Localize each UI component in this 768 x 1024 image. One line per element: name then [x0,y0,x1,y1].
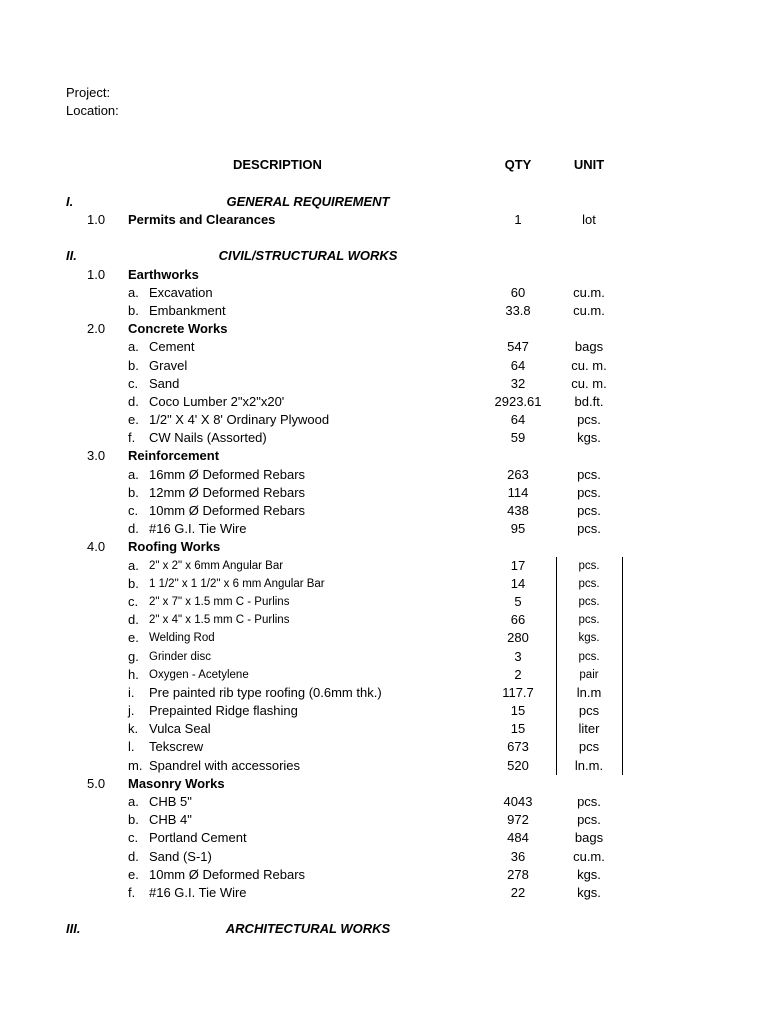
sub-item-row [0,411,768,429]
item-number: 3.0 [87,448,106,464]
sub-item-row [0,666,768,684]
sub-item-description: CW Nails (Assorted) [149,430,267,446]
sub-item-letter: d. [128,521,139,537]
sub-item-description: Sand [149,375,180,391]
sub-item-unit: pcs [578,739,600,755]
sub-item-qty: 60 [510,284,526,300]
sub-item-unit: pcs [578,703,600,719]
sub-item-letter: a. [128,466,139,482]
sub-item-description: #16 G.I. Tie Wire [149,521,247,537]
sub-item-letter: e. [128,630,139,646]
section-title: GENERAL REQUIREMENT [226,194,390,209]
sub-item-qty: 17 [510,557,526,573]
sub-item-row [0,848,768,866]
sub-item-qty: 438 [507,503,529,518]
sub-item-unit: pcs. [577,412,601,428]
sub-item-description: 1/2" X 4' X 8' Ordinary Plywood [149,412,330,428]
sub-item-row [0,502,768,520]
sub-item-qty: 2923.61 [494,393,542,409]
sub-item-unit: pcs. [577,503,601,518]
sub-item-description: Embankment [149,302,226,318]
sub-item-description: 2" x 2" x 6mm Angular Bar [149,559,284,572]
sub-item-letter: l. [128,739,135,755]
item-number: 1.0 [87,266,106,282]
section-heading-row [0,920,768,938]
item-number: 5.0 [87,775,106,791]
sub-item-letter: a. [128,557,139,573]
sub-item-row [0,557,768,575]
sub-item-qty: 15 [510,703,526,719]
sub-item-row [0,866,768,884]
sub-item-qty: 278 [507,866,529,882]
sub-item-unit: ln.m. [574,757,604,773]
sub-item-description: Pre painted rib type roofing (0.6mm thk.) [149,684,382,700]
sub-item-unit: kgs. [577,866,601,882]
item-qty: 1 [514,212,522,228]
sub-item-letter: e. [128,866,139,882]
item-row [0,211,768,229]
sub-item-unit: pcs. [577,466,601,482]
sub-item-row [0,738,768,756]
sub-item-row [0,593,768,611]
sub-item-letter: e. [128,412,139,428]
sub-item-qty: 520 [507,757,529,773]
sub-item-row [0,611,768,629]
sub-item-row [0,357,768,375]
sub-item-letter: i. [128,684,135,700]
item-row [0,266,768,284]
section-number: I. [66,194,74,209]
sub-item-row [0,484,768,502]
sub-item-letter: a. [128,339,139,355]
sub-item-description: 16mm Ø Deformed Rebars [149,466,306,482]
sub-item-row [0,429,768,447]
sub-item-row [0,702,768,720]
sub-item-unit: cu. m. [571,375,607,391]
sub-item-letter: c. [128,593,139,609]
sub-item-qty: 3 [514,648,522,664]
sub-item-qty: 972 [507,812,529,828]
sub-item-letter: c. [128,830,139,846]
sub-item-description: #16 G.I. Tie Wire [149,884,247,900]
sub-item-letter: b. [128,357,139,373]
sub-item-unit: pcs. [578,559,600,572]
sub-item-description: 2" x 7" x 1.5 mm C - Purlins [149,595,290,608]
sub-item-letter: c. [128,503,139,518]
section-heading-row [0,247,768,265]
sub-item-qty: 66 [510,612,526,628]
item-number: 2.0 [87,321,106,337]
sub-item-qty: 95 [510,521,526,537]
sub-item-description: Prepainted Ridge flashing [149,703,298,719]
section-gap [0,902,768,920]
sub-item-description: Oxygen - Acetylene [149,668,249,681]
sub-item-description: Vulca Seal [149,721,211,737]
sub-item-unit: pcs. [578,614,600,627]
sub-item-unit: pcs. [578,595,600,608]
description-header: DESCRIPTION [233,157,322,172]
sub-item-row [0,811,768,829]
section-heading-row [0,193,768,211]
sub-item-qty: 547 [507,339,529,355]
sub-item-letter: f. [128,884,136,900]
sub-item-qty: 5 [514,593,522,609]
location-label: Location: [66,103,119,118]
sub-item-row [0,284,768,302]
sub-item-qty: 15 [510,721,526,737]
sub-item-unit: kgs. [577,884,601,900]
unit-column-left-border [556,557,557,775]
sub-item-unit: bags [574,339,604,355]
sub-item-letter: b. [128,575,139,591]
sub-item-letter: f. [128,430,136,446]
sub-item-unit: kgs. [578,632,600,645]
item-row [0,320,768,338]
section-title: CIVIL/STRUCTURAL WORKS [218,248,398,264]
sub-item-unit: cu.m. [573,302,605,318]
sub-item-unit: liter [578,721,600,737]
unit-column-right-border [622,557,623,775]
sub-item-letter: b. [128,812,139,828]
qty-header: QTY [504,157,532,172]
sub-item-description: Grinder disc [149,650,211,663]
sub-item-qty: 484 [507,830,529,846]
sub-item-description: 10mm Ø Deformed Rebars [149,866,306,882]
materials-list [0,193,768,938]
sub-item-qty: 4043 [503,794,533,809]
sub-item-letter: a. [128,284,139,300]
sub-item-unit: cu.m. [573,284,605,300]
project-label: Project: [66,85,111,100]
sub-item-unit: bd.ft. [574,393,604,409]
sub-item-unit: pcs. [577,812,601,828]
sub-item-letter: b. [128,484,139,500]
sub-item-letter: c. [128,375,139,391]
sub-item-qty: 64 [510,412,526,428]
item-unit: lot [582,212,596,228]
item-row [0,538,768,556]
sub-item-unit: pcs. [577,484,601,500]
sub-item-unit: pair [579,668,599,681]
sub-item-row [0,393,768,411]
item-row [0,775,768,793]
sub-item-description: Excavation [149,284,213,300]
sub-item-description: Portland Cement [149,830,247,846]
sub-item-row [0,648,768,666]
item-row [0,447,768,465]
sub-item-letter: h. [128,666,139,682]
sub-item-row [0,757,768,775]
item-number: 4.0 [87,539,106,555]
sub-item-unit: pcs. [578,577,600,590]
item-title: Reinforcement [128,448,220,464]
sub-item-row [0,466,768,484]
sub-item-qty: 36 [510,848,526,864]
sub-item-description: 2" x 4" x 1.5 mm C - Purlins [149,614,290,627]
item-title: Permits and Clearances [128,212,276,228]
sub-item-description: Welding Rod [149,632,215,645]
sub-item-unit: bags [574,830,604,846]
sub-item-qty: 114 [507,484,529,500]
sub-item-description: Spandrel with accessories [149,757,301,773]
sub-item-description: 10mm Ø Deformed Rebars [149,503,306,518]
sub-item-letter: d. [128,848,139,864]
sub-item-row [0,829,768,847]
sub-item-qty: 673 [507,739,529,755]
sub-item-unit: kgs. [577,430,601,446]
section-number: III. [66,921,81,937]
sub-item-qty: 14 [510,575,526,591]
sub-item-row [0,375,768,393]
sub-item-qty: 2 [514,666,522,682]
sub-item-description: 12mm Ø Deformed Rebars [149,484,306,500]
sub-item-qty: 117.7 [502,684,534,700]
sub-item-unit: cu. m. [571,357,607,373]
unit-header: UNIT [573,157,605,172]
sub-item-unit: pcs. [577,521,601,537]
sub-item-unit: cu.m. [573,848,605,864]
sub-item-description: CHB 5" [149,794,192,809]
sub-item-qty: 64 [510,357,526,373]
sub-item-letter: j. [128,703,135,719]
sub-item-letter: m. [128,757,143,773]
sub-item-description: 1 1/2" x 1 1/2" x 6 mm Angular Bar [149,577,325,590]
sub-item-row [0,793,768,811]
sub-item-description: CHB 4" [149,812,192,828]
sub-item-letter: d. [128,393,139,409]
sub-item-qty: 59 [510,430,526,446]
sub-item-description: Gravel [149,357,188,373]
sub-item-row [0,302,768,320]
sub-item-unit: pcs. [577,794,601,809]
sub-item-row [0,629,768,647]
sub-item-row [0,520,768,538]
sub-item-description: Sand (S-1) [149,848,212,864]
sub-item-letter: d. [128,612,139,628]
sub-item-qty: 263 [507,466,529,482]
sub-item-description: Cement [149,339,195,355]
sub-item-letter: g. [128,648,139,664]
sub-item-letter: b. [128,302,139,318]
sub-item-unit: pcs. [578,650,600,663]
sub-item-row [0,884,768,902]
item-title: Concrete Works [128,321,228,337]
sub-item-qty: 33.8 [505,302,531,318]
sub-item-qty: 32 [510,375,526,391]
sub-item-unit: ln.m [576,684,602,700]
sub-item-row [0,575,768,593]
item-number: 1.0 [87,212,106,228]
item-title: Masonry Works [128,775,225,791]
sub-item-row [0,338,768,356]
section-number: II. [66,248,77,264]
sub-item-description: Coco Lumber 2"x2"x20' [149,393,285,409]
sub-item-letter: k. [128,721,139,737]
item-title: Earthworks [128,266,199,282]
section-title: ARCHITECTURAL WORKS [225,921,391,937]
sub-item-qty: 22 [510,884,526,900]
sub-item-row [0,684,768,702]
section-gap [0,229,768,247]
sub-item-description: Tekscrew [149,739,204,755]
sub-item-qty: 280 [507,630,529,646]
sub-item-row [0,720,768,738]
sub-item-letter: a. [128,794,139,809]
item-title: Roofing Works [128,539,221,555]
